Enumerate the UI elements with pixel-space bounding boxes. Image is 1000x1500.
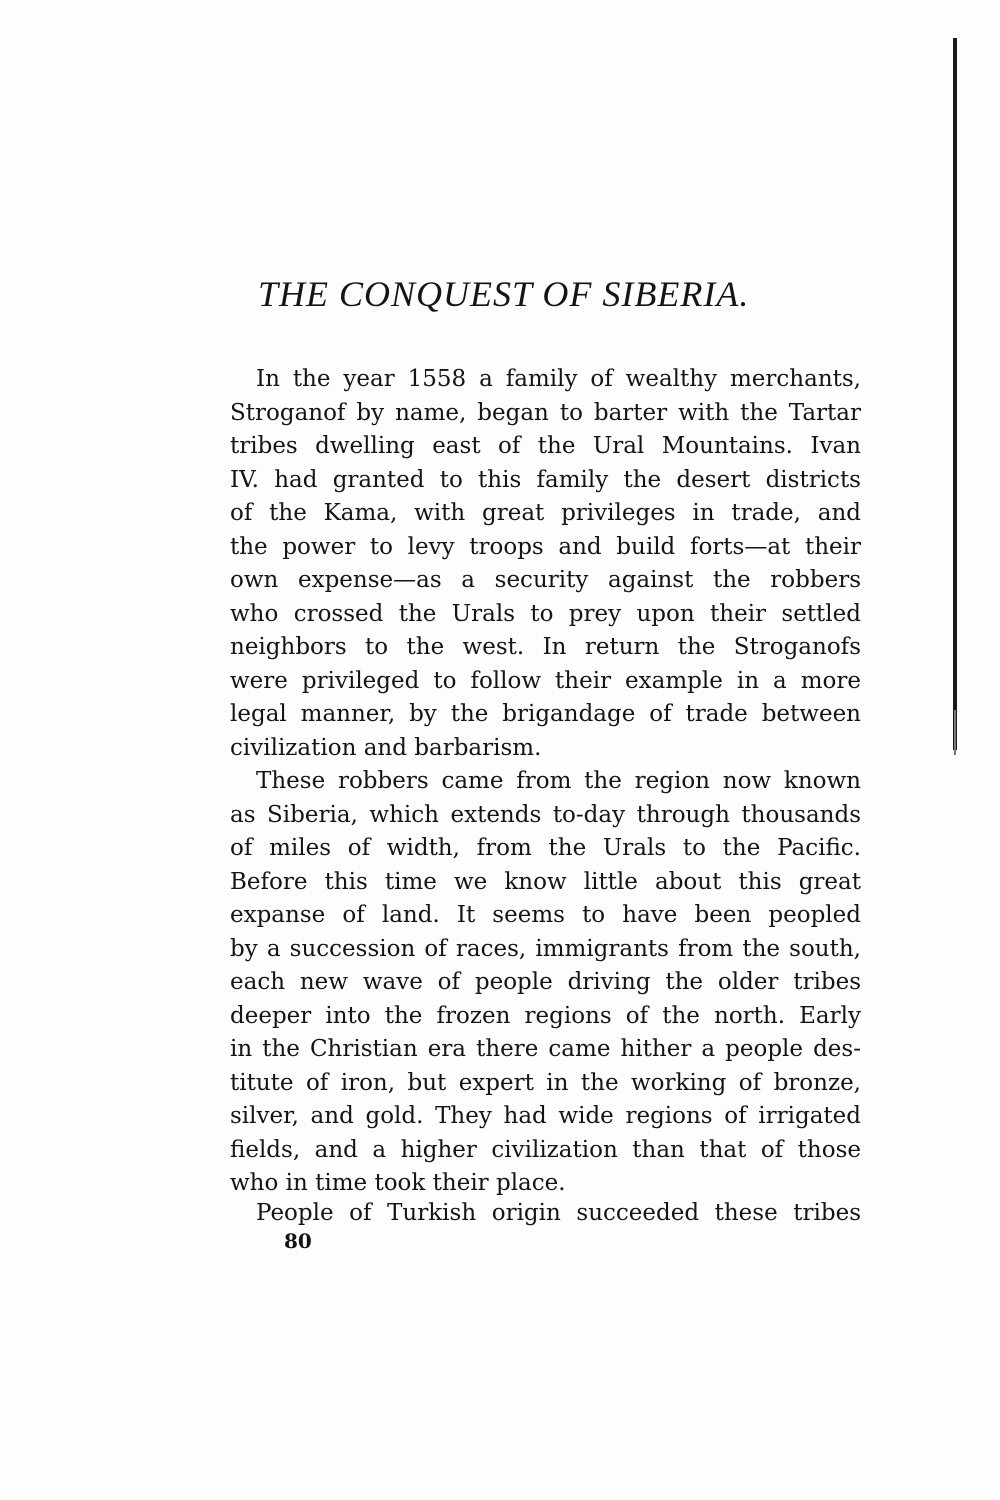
paragraph-1-line-4: IV. had granted to this family the desert districts bbox=[230, 467, 861, 493]
paragraph-2-line-12: fields, and a higher civilization than that of those bbox=[230, 1137, 861, 1163]
paragraph-2-line-2: as Siberia, which extends to-day through thousands bbox=[230, 802, 861, 828]
paragraph-2-line-3: of miles of width, from the Urals to the Pacific. bbox=[230, 835, 861, 861]
paragraph-1-line-11: legal manner, by the brigandage of trade between bbox=[230, 701, 861, 727]
paragraph-1-line-8: who crossed the Urals to prey upon their settled bbox=[230, 601, 861, 627]
page-number: 80 bbox=[284, 1229, 312, 1253]
paragraph-2-line-5: expanse of land. It seems to have been peopled bbox=[230, 902, 861, 928]
paragraph-2-line-6: by a succession of races, immigrants from the south, bbox=[230, 936, 861, 962]
paragraph-1-line-9: neighbors to the west. In return the Stroganofs bbox=[230, 634, 861, 660]
paragraph-2-line-8: deeper into the frozen regions of the north. Early bbox=[230, 1003, 861, 1029]
paragraph-2-line-7: each new wave of people driving the older tribes bbox=[230, 969, 861, 995]
paragraph-1-line-1: In the year 1558 a family of wealthy merchants, bbox=[256, 366, 861, 392]
paragraph-1-line-10: were privileged to follow their example in a more bbox=[230, 668, 861, 694]
paragraph-2-line-9: in the Christian era there came hither a people des- bbox=[230, 1036, 861, 1062]
page-edge-rule bbox=[953, 38, 957, 750]
paragraph-1-line-2: Stroganof by name, began to barter with the Tartar bbox=[230, 400, 861, 426]
paragraph-2-line-10: titute of iron, but expert in the working of bronze, bbox=[230, 1070, 861, 1096]
paragraph-3-line-1: People of Turkish origin succeeded these tribes bbox=[256, 1200, 861, 1226]
paragraph-2-line-11: silver, and gold. They had wide regions of irrigated bbox=[230, 1103, 861, 1129]
chapter-title: THE CONQUEST OF SIBERIA. bbox=[258, 274, 750, 314]
paragraph-1-line-6: the power to levy troops and build forts—at their bbox=[230, 534, 861, 560]
paragraph-1-line-5: of the Kama, with great privileges in trade, and bbox=[230, 500, 861, 526]
paragraph-1-line-12: civilization and barbarism. bbox=[230, 735, 542, 761]
paragraph-1-line-7: own expense—as a security against the robbers bbox=[230, 567, 861, 593]
paragraph-2-line-13: who in time took their place. bbox=[230, 1170, 566, 1196]
paragraph-2-line-1: These robbers came from the region now known bbox=[256, 768, 861, 794]
page-edge-rule-faint bbox=[954, 710, 956, 755]
paragraph-2-line-4: Before this time we know little about this great bbox=[230, 869, 861, 895]
paragraph-1-line-3: tribes dwelling east of the Ural Mountains. Ivan bbox=[230, 433, 861, 459]
